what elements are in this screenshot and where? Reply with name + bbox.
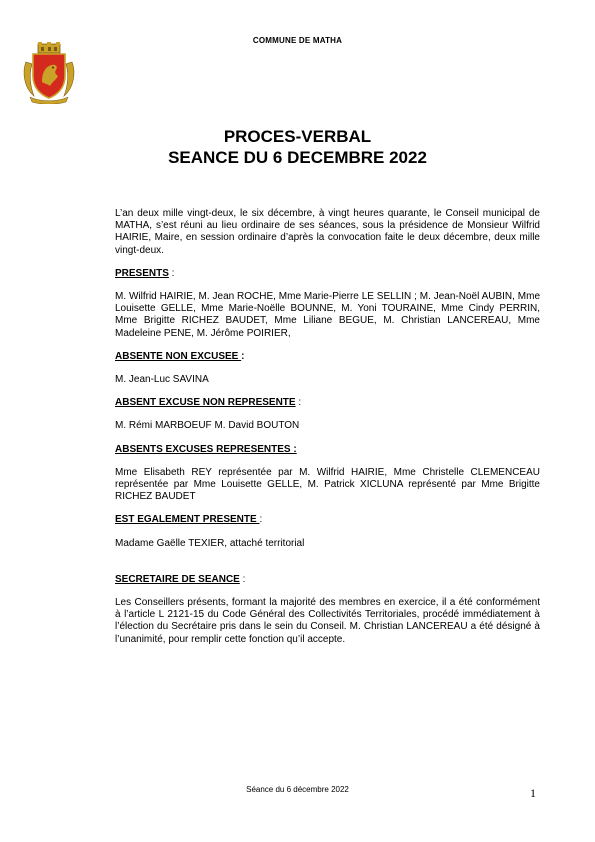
est-egalement-presente-heading-suffix: : — [259, 514, 263, 526]
document-title — [0, 126, 595, 168]
absents-excuses-representes-heading — [115, 444, 540, 456]
intro-paragraph: L’an deux mille vingt-deux, le six décembre, à vingt heures quarante, le Conseil municipal de MATHA, s’est réuni au lieu ordinaire de ses séances, sous la présidence de Monsieur Wilfrid HAIRIE, Maire, en session ordinaire d’après la convocation faite le deux décembre, deux mille vingt-deux. — [115, 208, 540, 256]
est-egalement-presente-heading — [115, 514, 540, 526]
presents-heading-suffix: : — [168, 267, 175, 279]
title-line-2: SEANCE DU 6 DECEMBRE 2022 — [168, 148, 427, 167]
absent-excuse-non-represente-list: M. Rémi MARBOEUF M. David BOUTON — [115, 420, 300, 432]
absents-excuses-representes-list: Mme Elisabeth REY représentée par M. Wilfrid HAIRIE, Mme Christelle CLEMENCEAU représentée par Mme Louisette GELLE, M. Patrick XICLUNA représenté par Mme Brigitte RICHEZ BAUDET — [115, 466, 540, 503]
presents-heading — [115, 268, 540, 280]
presents-heading-label: PRESENTS — [115, 267, 169, 279]
secretaire-heading-suffix: : — [239, 573, 246, 585]
page-footer: Séance du 6 décembre 2022 — [246, 785, 349, 794]
secretaire-heading — [115, 574, 540, 586]
absent-excuse-non-represente-heading-label: ABSENT EXCUSE NON REPRESENTE — [115, 397, 296, 409]
document-body — [115, 208, 540, 646]
secretaire-heading-label: SECRETAIRE DE SEANCE — [115, 573, 240, 585]
absent-excuse-non-represente-heading-suffix: : — [295, 397, 302, 409]
absente-non-excusee-heading — [115, 351, 540, 363]
commune-header: COMMUNE DE MATHA — [252, 36, 343, 45]
absent-excuse-non-represente-heading — [115, 397, 540, 409]
secretaire-paragraph: Les Conseillers présents, formant la majorité des membres en exercice, il a été conformément à l’article L 2121-15 du Code Général des Collectivités Territoriales, procédé immédiatement à l’élection du Secrétaire pris dans le sein du Conseil. M. Christian LANCEREAU a été désigné à l’unanimité, pour remplir cette fonction qu’il accepte. — [115, 597, 540, 645]
title-line-1: PROCES-VERBAL — [223, 127, 372, 146]
est-egalement-presente-heading-label: EST EGALEMENT PRESENTE — [115, 514, 260, 526]
coat-of-arms-icon — [20, 42, 78, 104]
presents-list: M. Wilfrid HAIRIE, M. Jean ROCHE, Mme Marie-Pierre LE SELLIN ; M. Jean-Noël AUBIN, Mme Louisette GELLE, Mme Marie-Noëlle BOUNNE, M. Yoni TOURAINE, Mme Cindy PERRIN, Mme Brigitte RICHEZ BAUDET, Mme Liliane BEGUE, M. Christian LANCEREAU, Mme Madeleine PENE, M. Jérôme POIRIER, — [115, 291, 540, 339]
absente-non-excusee-heading-suffix: : — [241, 350, 245, 362]
absents-excuses-representes-heading-label: ABSENTS EXCUSES REPRESENTES : — [115, 443, 297, 455]
absente-non-excusee-heading-label: ABSENTE NON EXCUSEE — [115, 350, 242, 362]
est-egalement-presente-list: Madame Gaëlle TEXIER, attaché territorial — [115, 537, 305, 549]
absente-non-excusee-list: M. Jean-Luc SAVINA — [115, 374, 209, 386]
page-number: 1 — [530, 786, 536, 800]
